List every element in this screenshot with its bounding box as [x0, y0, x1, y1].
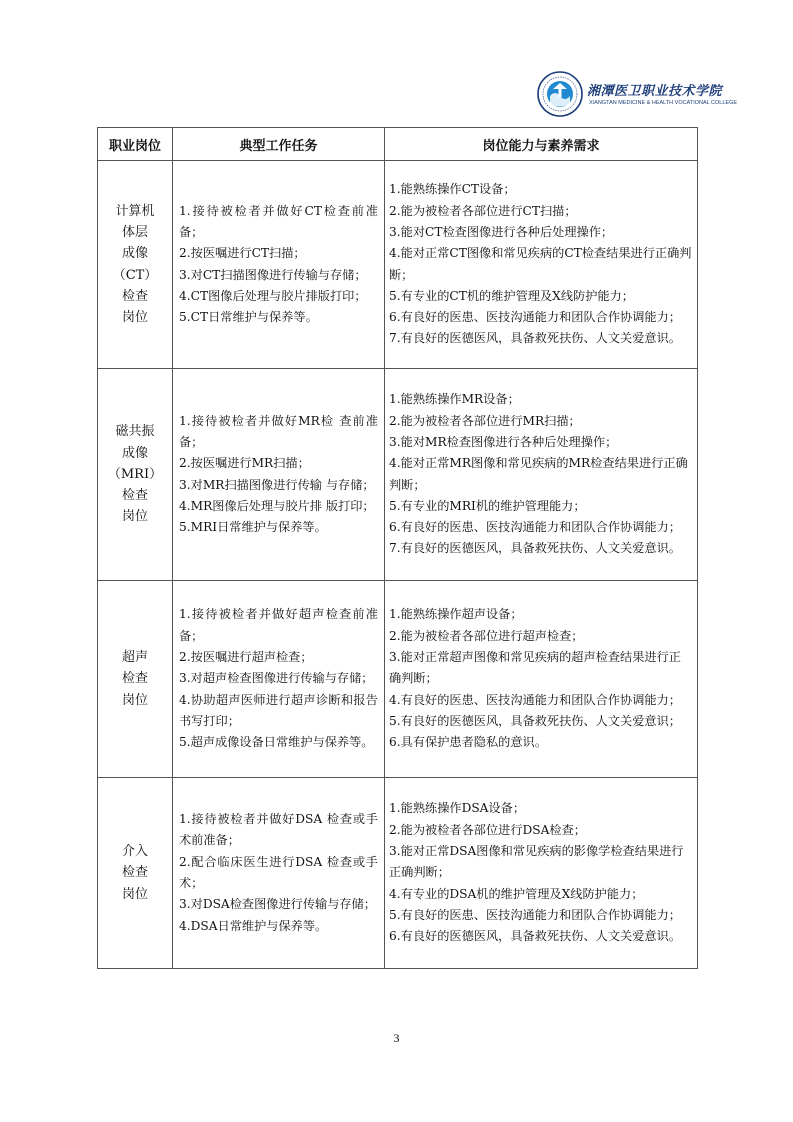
task-item: 2.按医嘱进行CT扫描； — [179, 246, 306, 261]
task-item: 1.接待被检者并做好CT检查前准备； — [179, 203, 378, 239]
requirement-cell — [385, 369, 698, 581]
task-item: 1.接待被检者并做好MR检 查前准备； — [179, 413, 378, 449]
role-cell — [98, 778, 173, 969]
task-item: 2.配合临床医生进行DSA 检查或手术； — [179, 854, 378, 890]
task-item: 2.按医嘱进行超声检查； — [179, 650, 313, 665]
task-item: 3.对DSA检查图像进行传输与存储； — [179, 897, 376, 912]
task-item: 5.MRI日常维护与保养等。 — [179, 520, 327, 535]
task-item: 5.超声成像设备日常维护与保养等。 — [179, 735, 374, 750]
role-cell — [98, 581, 173, 778]
task-item: 4.CT图像后处理与胶片排版打印； — [179, 288, 367, 303]
requirement-item: 7.有良好的医德医风，具备救死扶伤、人文关爱意识。 — [389, 541, 681, 556]
table-row — [98, 581, 698, 778]
task-item: 4.协助超声医师进行超声诊断和报告书写打印； — [179, 692, 378, 728]
role-line: 检查 — [121, 488, 148, 504]
requirement-item: 2.能为被检者各部位进行DSA检查； — [389, 822, 586, 837]
requirement-item: 6.有良好的医患、医技沟通能力和团队合作协调能力； — [389, 310, 681, 325]
requirement-item: 1.能熟练操作CT设备； — [389, 182, 516, 197]
requirement-item: 2.能为被检者各部位进行MR扫描； — [389, 413, 581, 428]
requirement-item: 5.有良好的医患、医技沟通能力和团队合作协调能力； — [389, 907, 681, 922]
requirement-item: 3.能对正常超声图像和常见疾病的超声检查结果进行正确判断； — [389, 650, 681, 686]
role-line: 成像 — [121, 445, 148, 461]
page-header — [537, 70, 738, 120]
job-requirements-table — [97, 127, 698, 969]
requirement-item: 4.有良好的医患、医技沟通能力和团队合作协调能力； — [389, 692, 681, 707]
requirement-item: 6.有良好的医德医风，具备救死扶伤、人文关爱意识。 — [389, 929, 681, 944]
role-line: 介入 — [121, 844, 148, 860]
requirement-item: 7.有良好的医德医风，具备救死扶伤、人文关爱意识。 — [389, 331, 681, 346]
task-item: 3.对MR扫描图像进行传输 与存储； — [179, 477, 375, 492]
role-line: 体层 — [121, 224, 148, 240]
table-header-row — [98, 128, 698, 161]
role-line: 岗位 — [121, 692, 148, 708]
role-line: 成像 — [121, 246, 148, 262]
requirement-cell — [385, 778, 698, 969]
task-item: 4.MR图像后处理与胶片排 版打印； — [179, 498, 375, 513]
requirement-item: 5.有良好的医德医风，具备救死扶伤、人文关爱意识； — [389, 713, 681, 728]
role-line: 超声 — [121, 650, 148, 666]
task-item: 3.对CT扫描图像进行传输与存储； — [179, 267, 367, 282]
requirement-item: 1.能熟练操作超声设备； — [389, 607, 523, 622]
requirement-item: 3.能对MR检查图像进行各种后处理操作； — [389, 434, 618, 449]
requirement-item: 4.能对正常MR图像和常见疾病的MR检查结果进行正确判断； — [389, 456, 688, 492]
requirement-item: 3.能对正常DSA图像和常见疾病的影像学检查结果进行正确判断； — [389, 844, 684, 880]
requirement-item: 5.有专业的CT机的维护管理及X线防护能力； — [389, 288, 634, 303]
requirement-item: 4.有专业的DSA机的维护管理及X线防护能力； — [389, 886, 644, 901]
role-line: 磁共振 — [115, 424, 155, 440]
task-cell — [173, 581, 385, 778]
header-tasks: 典型工作任务 — [173, 128, 385, 161]
header-requirements: 岗位能力与素养需求 — [385, 128, 698, 161]
page-number: 3 — [393, 1031, 400, 1045]
task-cell — [173, 369, 385, 581]
role-line: （CT） — [112, 267, 158, 283]
role-line: 岗位 — [121, 509, 148, 525]
requirement-cell — [385, 581, 698, 778]
task-item: 1.接待被检者并做好超声检查前准备； — [179, 607, 378, 643]
role-line: 检查 — [121, 671, 148, 687]
task-cell — [173, 778, 385, 969]
table-row — [98, 778, 698, 969]
header-role: 职业岗位 — [98, 128, 173, 161]
table-row — [98, 369, 698, 581]
role-cell — [98, 161, 173, 369]
requirement-item: 3.能对CT检查图像进行各种后处理操作； — [389, 224, 614, 239]
role-line: 岗位 — [121, 886, 148, 902]
task-item: 4.DSA日常维护与保养等。 — [179, 918, 328, 933]
requirement-item: 2.能为被检者各部位进行CT扫描； — [389, 203, 577, 218]
task-item: 2.按医嘱进行MR扫描； — [179, 456, 310, 471]
role-cell — [98, 369, 173, 581]
role-line: （MRI） — [107, 466, 163, 482]
college-name-cn: 湘潭医卫职业技术学院 — [587, 84, 723, 99]
task-item: 5.CT日常维护与保养等。 — [179, 310, 318, 325]
college-name-en: XIANGTAN MEDICINE & HEALTH VOCATIONAL COLLEGE — [589, 100, 738, 106]
requirement-item: 1.能熟练操作DSA设备； — [389, 801, 526, 816]
role-line: 检查 — [121, 288, 148, 304]
task-cell — [173, 161, 385, 369]
college-emblem-icon — [537, 71, 583, 117]
table-row — [98, 161, 698, 369]
requirement-item: 6.具有保护患者隐私的意识。 — [389, 735, 547, 750]
requirement-cell — [385, 161, 698, 369]
requirement-item: 6.有良好的医患、医技沟通能力和团队合作协调能力； — [389, 520, 681, 535]
requirement-item: 2.能为被检者各部位进行超声检查； — [389, 628, 584, 643]
task-item: 3.对超声检查图像进行传输与存储； — [179, 671, 374, 686]
requirement-item: 4.能对正常CT图像和常见疾病的CT检查结果进行正确判断； — [389, 246, 692, 282]
role-line: 检查 — [121, 865, 148, 881]
task-item: 1.接待被检者并做好DSA 检查或手术前准备； — [179, 812, 378, 848]
role-line: 计算机 — [115, 203, 155, 219]
requirement-item: 1.能熟练操作MR设备； — [389, 392, 520, 407]
role-line: 岗位 — [121, 310, 148, 326]
requirement-item: 5.有专业的MRI机的维护管理能力； — [389, 498, 586, 513]
